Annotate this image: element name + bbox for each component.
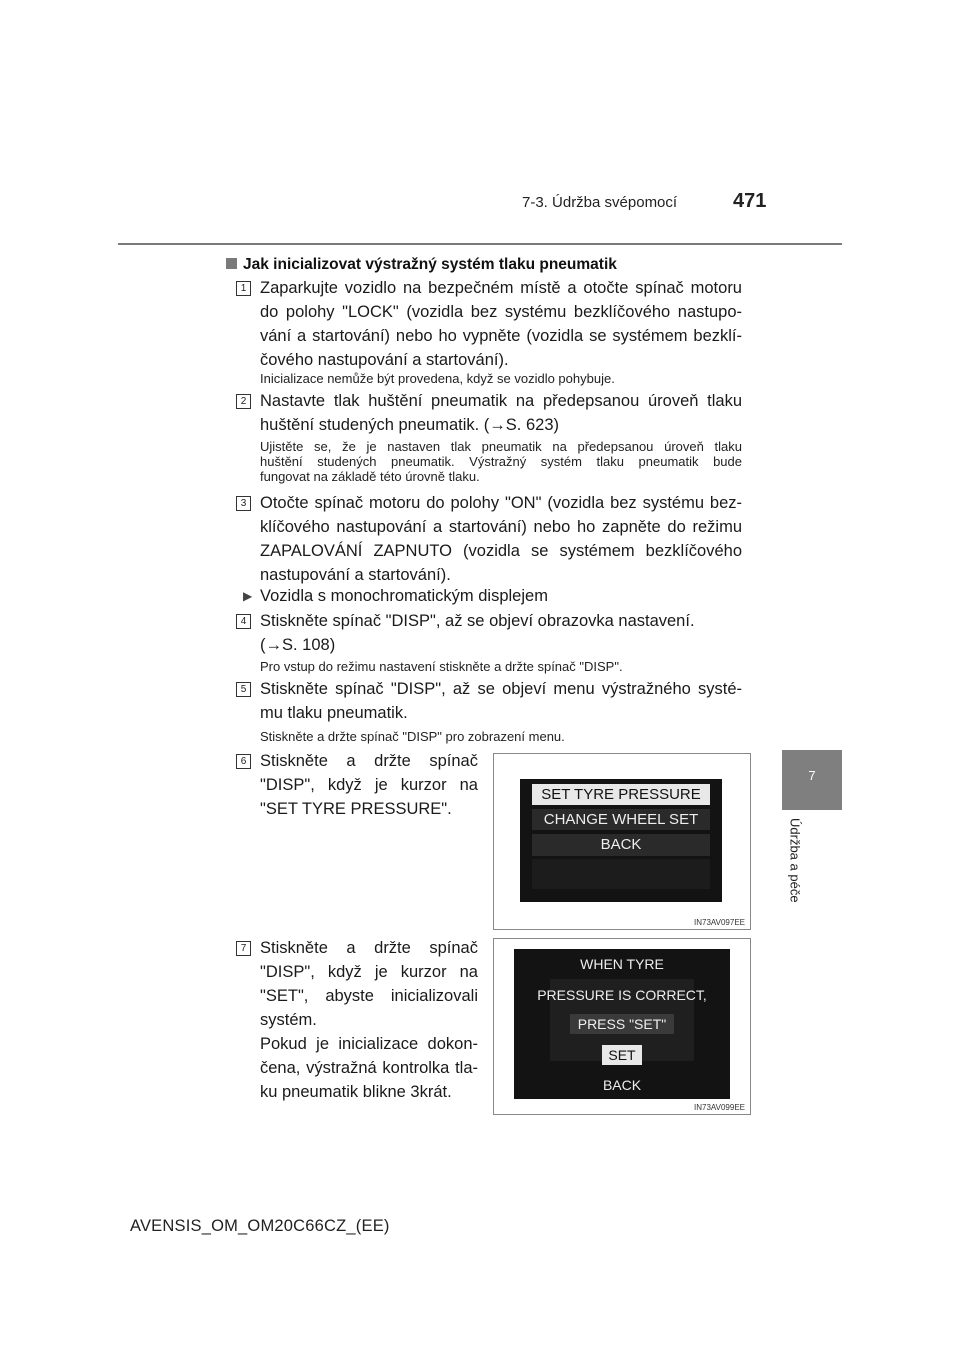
subheading: Vozidla s monochromatickým displejem xyxy=(260,587,548,605)
step-7-line-1: Stiskněte a držte spínač xyxy=(260,939,478,957)
figure-set-tyre-pressure-menu xyxy=(493,753,751,930)
section-heading xyxy=(226,256,617,274)
step-1-line-1: Zaparkujte vozidlo na bezpečném místě a otočte spínač motoru xyxy=(260,279,742,297)
step-number-2: 2 xyxy=(236,394,251,409)
message-line-1: WHEN TYRE xyxy=(580,956,664,972)
step-6-line-3: "SET TYRE PRESSURE". xyxy=(260,800,452,818)
page-number: 471 xyxy=(733,190,767,212)
set-option: SET xyxy=(602,1045,642,1065)
step-7-line-4: systém. xyxy=(260,1011,317,1029)
step-1-line-4: čového nastupování a startování). xyxy=(260,351,509,369)
back-option: BACK xyxy=(602,1077,642,1093)
step-1-line-3: vání a startování) nebo ho vypněte (vozidla se systémem bezklí- xyxy=(260,327,742,345)
step-7-line-7: ku pneumatik blikne 3krát. xyxy=(260,1083,452,1101)
message-line-3: PRESS "SET" xyxy=(577,1016,667,1032)
message-line-2: PRESSURE IS CORRECT, xyxy=(537,987,707,1003)
step-4-line-2: (→S. 108) xyxy=(260,636,336,654)
step-number-6: 6 xyxy=(236,754,251,769)
menu-item-change-wheel-set: CHANGE WHEEL SET xyxy=(543,811,699,828)
menu-item-set-tyre-pressure: SET TYRE PRESSURE xyxy=(532,784,710,805)
step-5-line-1: Stiskněte spínač "DISP", až se objeví menu výstražného systé- xyxy=(260,680,742,698)
step-number-3: 3 xyxy=(236,496,251,511)
step-number-4: 4 xyxy=(236,614,251,629)
square-bullet-icon xyxy=(226,258,237,269)
step-1-note: Inicializace nemůže být provedena, když se vozidlo pohybuje. xyxy=(260,371,615,386)
triangle-right-icon: ▶ xyxy=(243,589,253,603)
step-2-line-1: Nastavte tlak huštění pneumatik na předepsanou úroveň tlaku xyxy=(260,392,742,410)
step-6-line-1: Stiskněte a držte spínač xyxy=(260,752,478,770)
step-3-line-2: klíčového nastupování a startování) nebo ho zapněte do režimu xyxy=(260,518,742,536)
step-2-line-2: huštění studených pneumatik. (→S. 623) xyxy=(260,416,559,434)
step-3-line-3: ZAPALOVÁNÍ ZAPNUTO (vozidla se systémem bezklíčového xyxy=(260,542,742,560)
figure-code: IN73AV097EE xyxy=(694,918,745,927)
menu-item-back: BACK xyxy=(600,836,642,853)
step-3-line-4: nastupování a startování). xyxy=(260,566,451,584)
step-7-line-5: Pokud je inicializace dokon- xyxy=(260,1035,478,1053)
step-2-note-line-2: huštění studených pneumatik. Výstražný systém tlaku pneumatik bude xyxy=(260,454,742,469)
step-7-line-3: "SET", abyste inicializovali xyxy=(260,987,478,1005)
step-2-note-line-3: fungovat na základě této úrovně tlaku. xyxy=(260,469,480,484)
step-number-5: 5 xyxy=(236,682,251,697)
step-4-line-1: Stiskněte spínač "DISP", až se objeví obrazovka nastavení. xyxy=(260,612,695,630)
step-4-note: Pro vstup do režimu nastavení stiskněte a držte spínač "DISP". xyxy=(260,659,623,674)
step-3-line-1: Otočte spínač motoru do polohy "ON" (vozidla bez systému bez- xyxy=(260,494,742,512)
display-screen xyxy=(520,779,722,902)
chapter-number: 7 xyxy=(808,768,816,783)
header-divider xyxy=(118,243,842,245)
step-6-line-2: "DISP", když je kurzor na xyxy=(260,776,478,794)
step-5-note: Stiskněte a držte spínač "DISP" pro zobrazení menu. xyxy=(260,729,565,744)
step-number-1: 1 xyxy=(236,281,251,296)
step-1-line-2: do polohy "LOCK" (vozidla bez systému bezklíčového nastupo- xyxy=(260,303,742,321)
step-2-note-line-1: Ujistěte se, že je nastaven tlak pneumatik na předepsanou úroveň tlaku xyxy=(260,439,742,454)
figure-code: IN73AV099EE xyxy=(694,1103,745,1112)
document-code: AVENSIS_OM_OM20C66CZ_(EE) xyxy=(130,1217,390,1235)
display-screen xyxy=(514,949,730,1099)
step-7-line-2: "DISP", když je kurzor na xyxy=(260,963,478,981)
figure-set-confirmation-screen xyxy=(493,938,751,1115)
chapter-label: Údržba a péče xyxy=(787,818,803,903)
step-5-line-2: mu tlaku pneumatik. xyxy=(260,704,408,722)
step-7-line-6: čena, výstražná kontrolka tla- xyxy=(260,1059,478,1077)
section-title: 7-3. Údržba svépomocí xyxy=(522,194,678,211)
step-number-7: 7 xyxy=(236,941,251,956)
heading-text: Jak inicializovat výstražný systém tlaku pneumatik xyxy=(243,256,617,273)
